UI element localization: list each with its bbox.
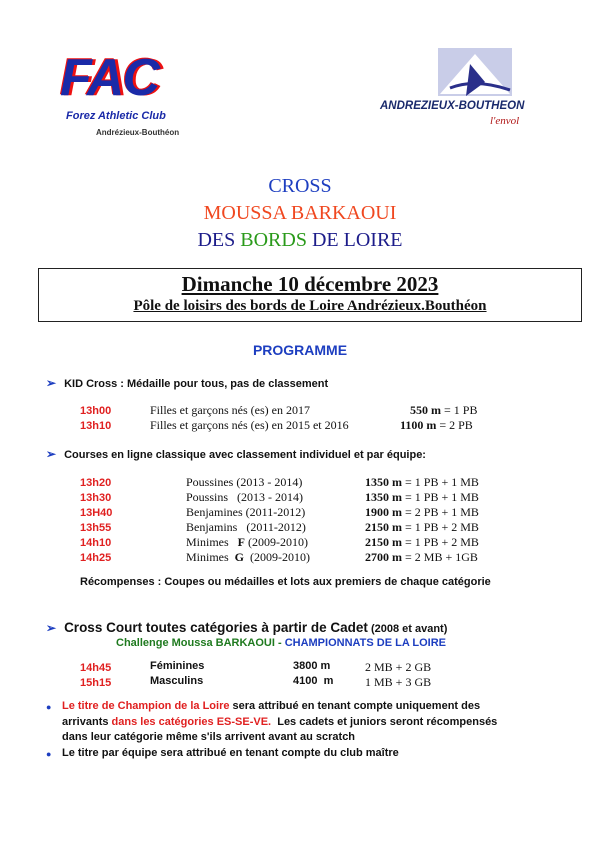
event-box [38,268,582,322]
title-line-2: MOUSSA BARKAOUI [203,202,397,224]
note-1-e: dans les catégories ES-SE-VE. [111,716,272,728]
classic-row-cat: Benjamins (2011-2012) [186,520,306,534]
classic-row-time: 14h25 [80,552,112,564]
classic-row-cat: Poussines (2013 - 2014) [186,475,303,489]
city-logo-name: ANDREZIEUX-BOUTHEON [380,100,525,112]
arrow-icon: ➢ [46,621,57,635]
classic-row-time: 13h20 [80,477,112,489]
note-2: Le titre par équipe sera attribué en tenant compte du club maître [62,747,399,759]
court-row-cat: Féminines [150,660,205,672]
fac-logo [52,48,212,148]
classic-row-dist [365,550,478,565]
kid-row-desc: Filles et garçons nés (es) en 2015 et 2016 [150,418,349,432]
title-des: DES [197,229,241,251]
kid-row-dist-extra: = 2 PB [436,418,473,432]
classic-row-dist-extra: = 1 PB + 1 MB [402,475,479,489]
classic-row-dist-value: 2150 m [365,535,402,549]
classic-row-cat-b: G [234,550,245,564]
classic-heading [46,447,426,461]
event-date: Dimanche 10 décembre 2023 [181,272,439,296]
classic-row-cat: Benjamines (2011-2012) [186,505,306,519]
note-1-line-3: dans leur catégorie même s'ils arrivent avant au scratch [62,731,356,743]
court-heading [46,620,447,635]
kid-row-time: 13h10 [80,420,112,432]
classic-row-dist-value: 1900 m [365,505,402,519]
note-1-d: arrivants [62,716,112,728]
title-line-3 [0,229,600,252]
challenge-text: Challenge Moussa BARKAOUI - [116,637,285,649]
note-1-c: sera attribué en tenant compte uniquement des [229,700,481,712]
classic-row-dist [365,490,479,505]
kid-row-dist-value: 550 m [410,403,441,417]
kid-cross-heading-text: KID Cross : Médaille pour tous, pas de classement [64,378,329,390]
bullet-icon: ● [46,749,52,759]
arrow-icon: ➢ [46,376,57,390]
city-logo-mark-icon [430,44,520,102]
classic-row-time: 13h30 [80,492,112,504]
event-venue: Pôle de loisirs des bords de Loire Andrézieux.Bouthéon [133,298,487,314]
fac-logo-letters: FAC [60,49,158,107]
court-row-dist: 3800 m [293,660,331,672]
classic-row-cat: Poussins (2013 - 2014) [186,490,304,504]
classic-row-cat-b: F [237,535,246,549]
classic-row-dist-value: 1350 m [365,475,402,489]
note-1-line-1 [62,700,480,712]
classic-row-cat [186,535,308,550]
classic-row-dist-value: 2700 m [365,550,402,564]
note-1-a: Le titre de [62,700,118,712]
classic-row-time: 13H40 [80,507,113,519]
classic-row-cat-c: (2009-2010) [244,550,311,564]
rewards-text: Récompenses : Coupes ou médailles et lots aux premiers de chaque catégorie [80,576,491,588]
city-logo-tagline: l'envol [490,115,520,127]
classic-row-cat [186,550,310,565]
arrow-icon: ➢ [46,447,57,461]
court-row-extra: 2 MB + 2 GB [365,660,432,674]
title-bords: BORDS [240,229,307,251]
classic-row-dist-value: 2150 m [365,520,402,534]
kid-row-dist [400,418,473,433]
classic-row-dist [365,475,479,490]
classic-row-time: 14h10 [80,537,112,549]
classic-row-dist-value: 1350 m [365,490,402,504]
title-line-1: CROSS [268,175,332,197]
fac-logo-town: Andrézieux-Bouthéon [96,128,180,137]
court-row-cat: Masculins [150,675,204,687]
kid-row [80,403,111,418]
fac-logo-name: Forez Athletic Club [66,110,166,122]
court-heading-text: Cross Court toutes catégories à partir de Cadet [64,620,368,635]
kid-row-time: 13h00 [80,405,112,417]
kid-row-desc: Filles et garçons nés (es) en 2017 [150,403,310,417]
classic-row-dist-extra: = 2 MB + 1GB [402,550,478,564]
programme-heading: PROGRAMME [252,342,348,358]
title-loire: LOIRE [343,229,403,251]
challenge-line [116,637,446,649]
classic-row-cat-a: Minimes [186,535,238,549]
city-logo [380,40,560,140]
classic-row-cat-a: Minimes [186,550,235,564]
classic-row-dist-extra: = 1 PB + 2 MB [402,520,479,534]
kid-row-dist-value: 1100 m [400,418,437,432]
championship-text: CHAMPIONNATS DE LA LOIRE [284,637,447,649]
classic-row-dist [365,535,479,550]
court-row-time: 14h45 [80,662,112,674]
kid-row [80,418,111,433]
court-row-dist: 4100 m [293,675,334,687]
court-row-extra: 1 MB + 3 GB [365,675,432,689]
note-1-b: Champion de la Loire [117,700,230,712]
classic-row-dist-extra: = 2 PB + 1 MB [402,505,479,519]
classic-row-dist [365,505,479,520]
classic-row-dist-extra: = 1 PB + 1 MB [402,490,479,504]
bullet-icon: ● [46,702,52,712]
court-heading-small: (2008 et avant) [367,623,448,635]
note-1-f: Les cadets et juniors seront récompensés [271,716,498,728]
kid-cross-heading [46,376,328,390]
note-1-line-2 [62,716,497,728]
kid-row-dist-extra: = 1 PB [441,403,478,417]
classic-heading-text: Courses en ligne classique avec classement individuel et par équipe: [64,449,426,461]
court-row-time: 15h15 [80,677,112,689]
classic-row-dist-extra: = 1 PB + 2 MB [402,535,479,549]
classic-row-dist [365,520,479,535]
title-de: DE [306,229,344,251]
classic-row-cat-c: (2009-2010) [245,535,309,549]
classic-row-time: 13h55 [80,522,112,534]
kid-row-dist [410,403,477,418]
